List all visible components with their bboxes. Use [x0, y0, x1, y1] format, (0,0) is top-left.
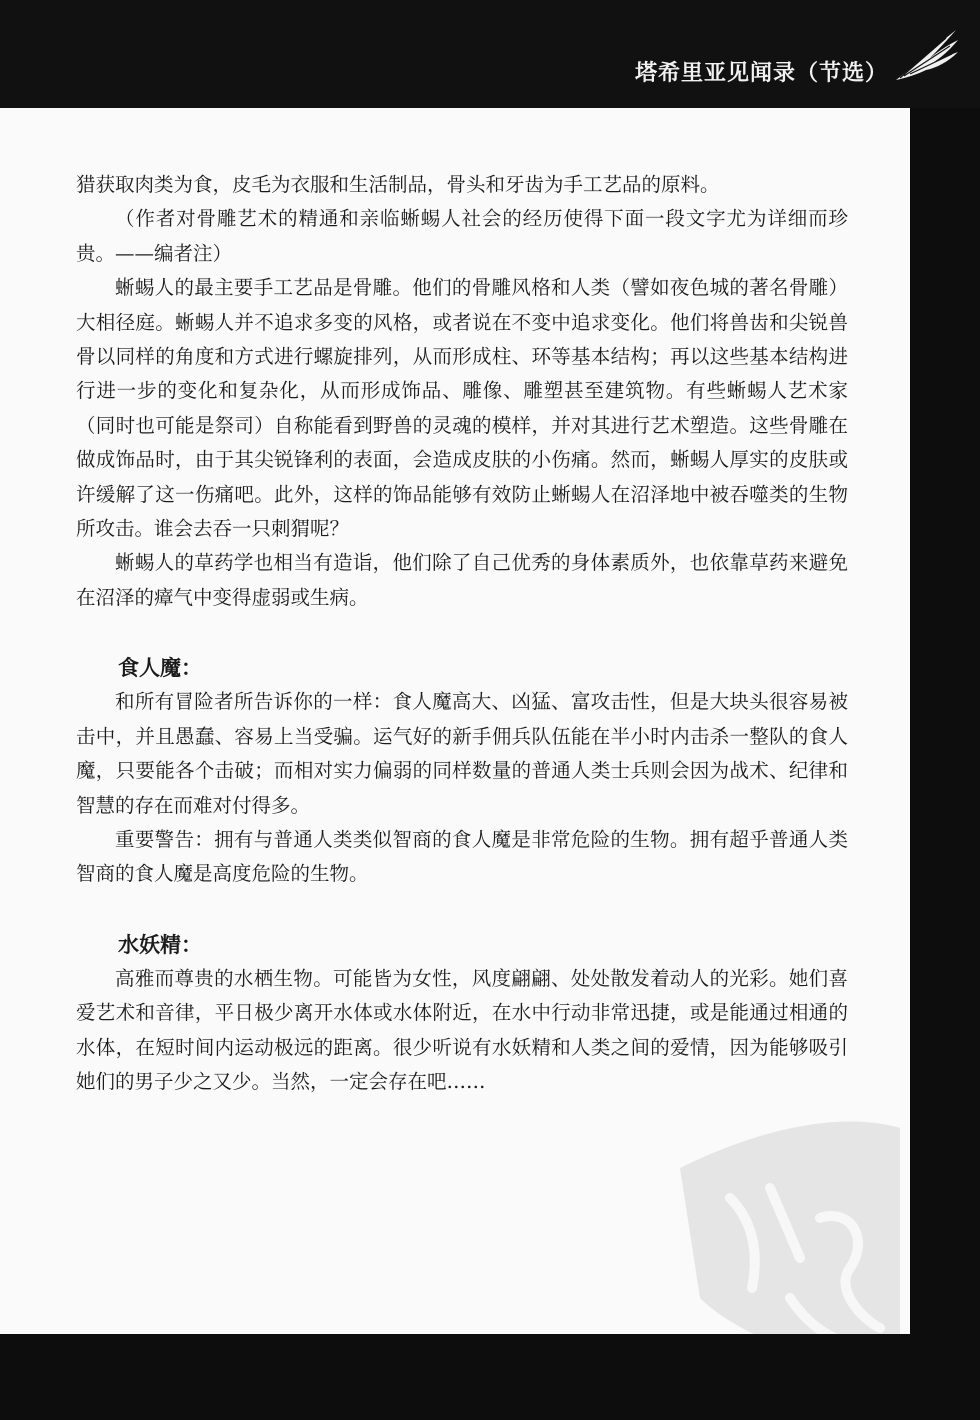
bottom-dark-margin: [0, 1334, 980, 1420]
water-nymph-heading: 水妖精：: [118, 931, 202, 957]
ogre-paragraph-1: 和所有冒险者所告诉你的一样：食人魔高大、凶猛、富攻击性，但是大块头很容易被击中，并且愚蠢、容易上当受骗。运气好的新手佣兵队伍能在半小时内击杀一整队的食人魔，只要能各个击破；而相对实力偏弱的同样数量的普通人类士兵则会因为战术、纪律和智慧的存在而难对付得多。: [76, 690, 848, 817]
right-dark-margin: [910, 108, 980, 1334]
wing-icon: [890, 18, 962, 90]
bone-carving-paragraph: 蜥蜴人的最主要手工艺品是骨雕。他们的骨雕风格和人类（譬如夜色城的著名骨雕）大相径庭。蜥蜴人并不追求多变的风格，或者说在不变中追求变化。他们将兽齿和尖锐兽骨以同样的角度和方式进行螺旋排列，从而形成柱、环等基本结构；再以这些基本结构进行进一步的变化和复杂化，从而形成饰品、雕像、雕塑甚至建筑物。有些蜥蜴人艺术家（同时也可能是祭司）自称能看到野兽的灵魂的模样，并对其进行艺术塑造。这些骨雕在做成饰品时，由于其尖锐锋利的表面，会造成皮肤的小伤痛。然而，蜥蜴人厚实的皮肤或许缓解了这一伤痛吧。此外，这样的饰品能够有效防止蜥蜴人在沼泽地中被吞噬类的生物所攻击。谁会去吞一只刺猬呢？: [76, 276, 848, 541]
page-sheet: [0, 108, 910, 1334]
editor-note: （作者对骨雕艺术的精通和亲临蜥蜴人社会的经历使得下面一段文字尤为详细而珍贵。——编者注）: [76, 207, 848, 265]
book-title: 塔希里亚见闻录（节选）: [634, 61, 888, 86]
header-bar: [0, 0, 980, 108]
water-nymph-paragraph: 高雅而尊贵的水栖生物。可能皆为女性，风度翩翩、处处散发着动人的光彩。她们喜爱艺术和音律，平日极少离开水体或水体附近，在水中行动非常迅捷，或是能通过相通的水体，在短时间内运动极远的距离。很少听说有水妖精和人类之间的爱情，因为能够吸引她们的男子少之又少。当然，一定会存在吧……: [76, 966, 848, 1093]
intro-paragraph: 猎获取肉类为食，皮毛为衣服和生活制品，骨头和牙齿为手工艺品的原料。: [76, 173, 720, 196]
ogre-heading: 食人魔：: [118, 655, 202, 681]
ogre-warning-paragraph: 重要警告：拥有与普通人类类似智商的食人魔是非常危险的生物。拥有超乎普通人类智商的食人魔是高度危险的生物。: [76, 827, 848, 886]
herbalism-paragraph: 蜥蜴人的草药学也相当有造诣，他们除了自己优秀的身体素质外，也依靠草药来避免在沼泽的瘴气中变得虚弱或生病。: [76, 551, 848, 609]
main-text: [76, 168, 848, 1099]
